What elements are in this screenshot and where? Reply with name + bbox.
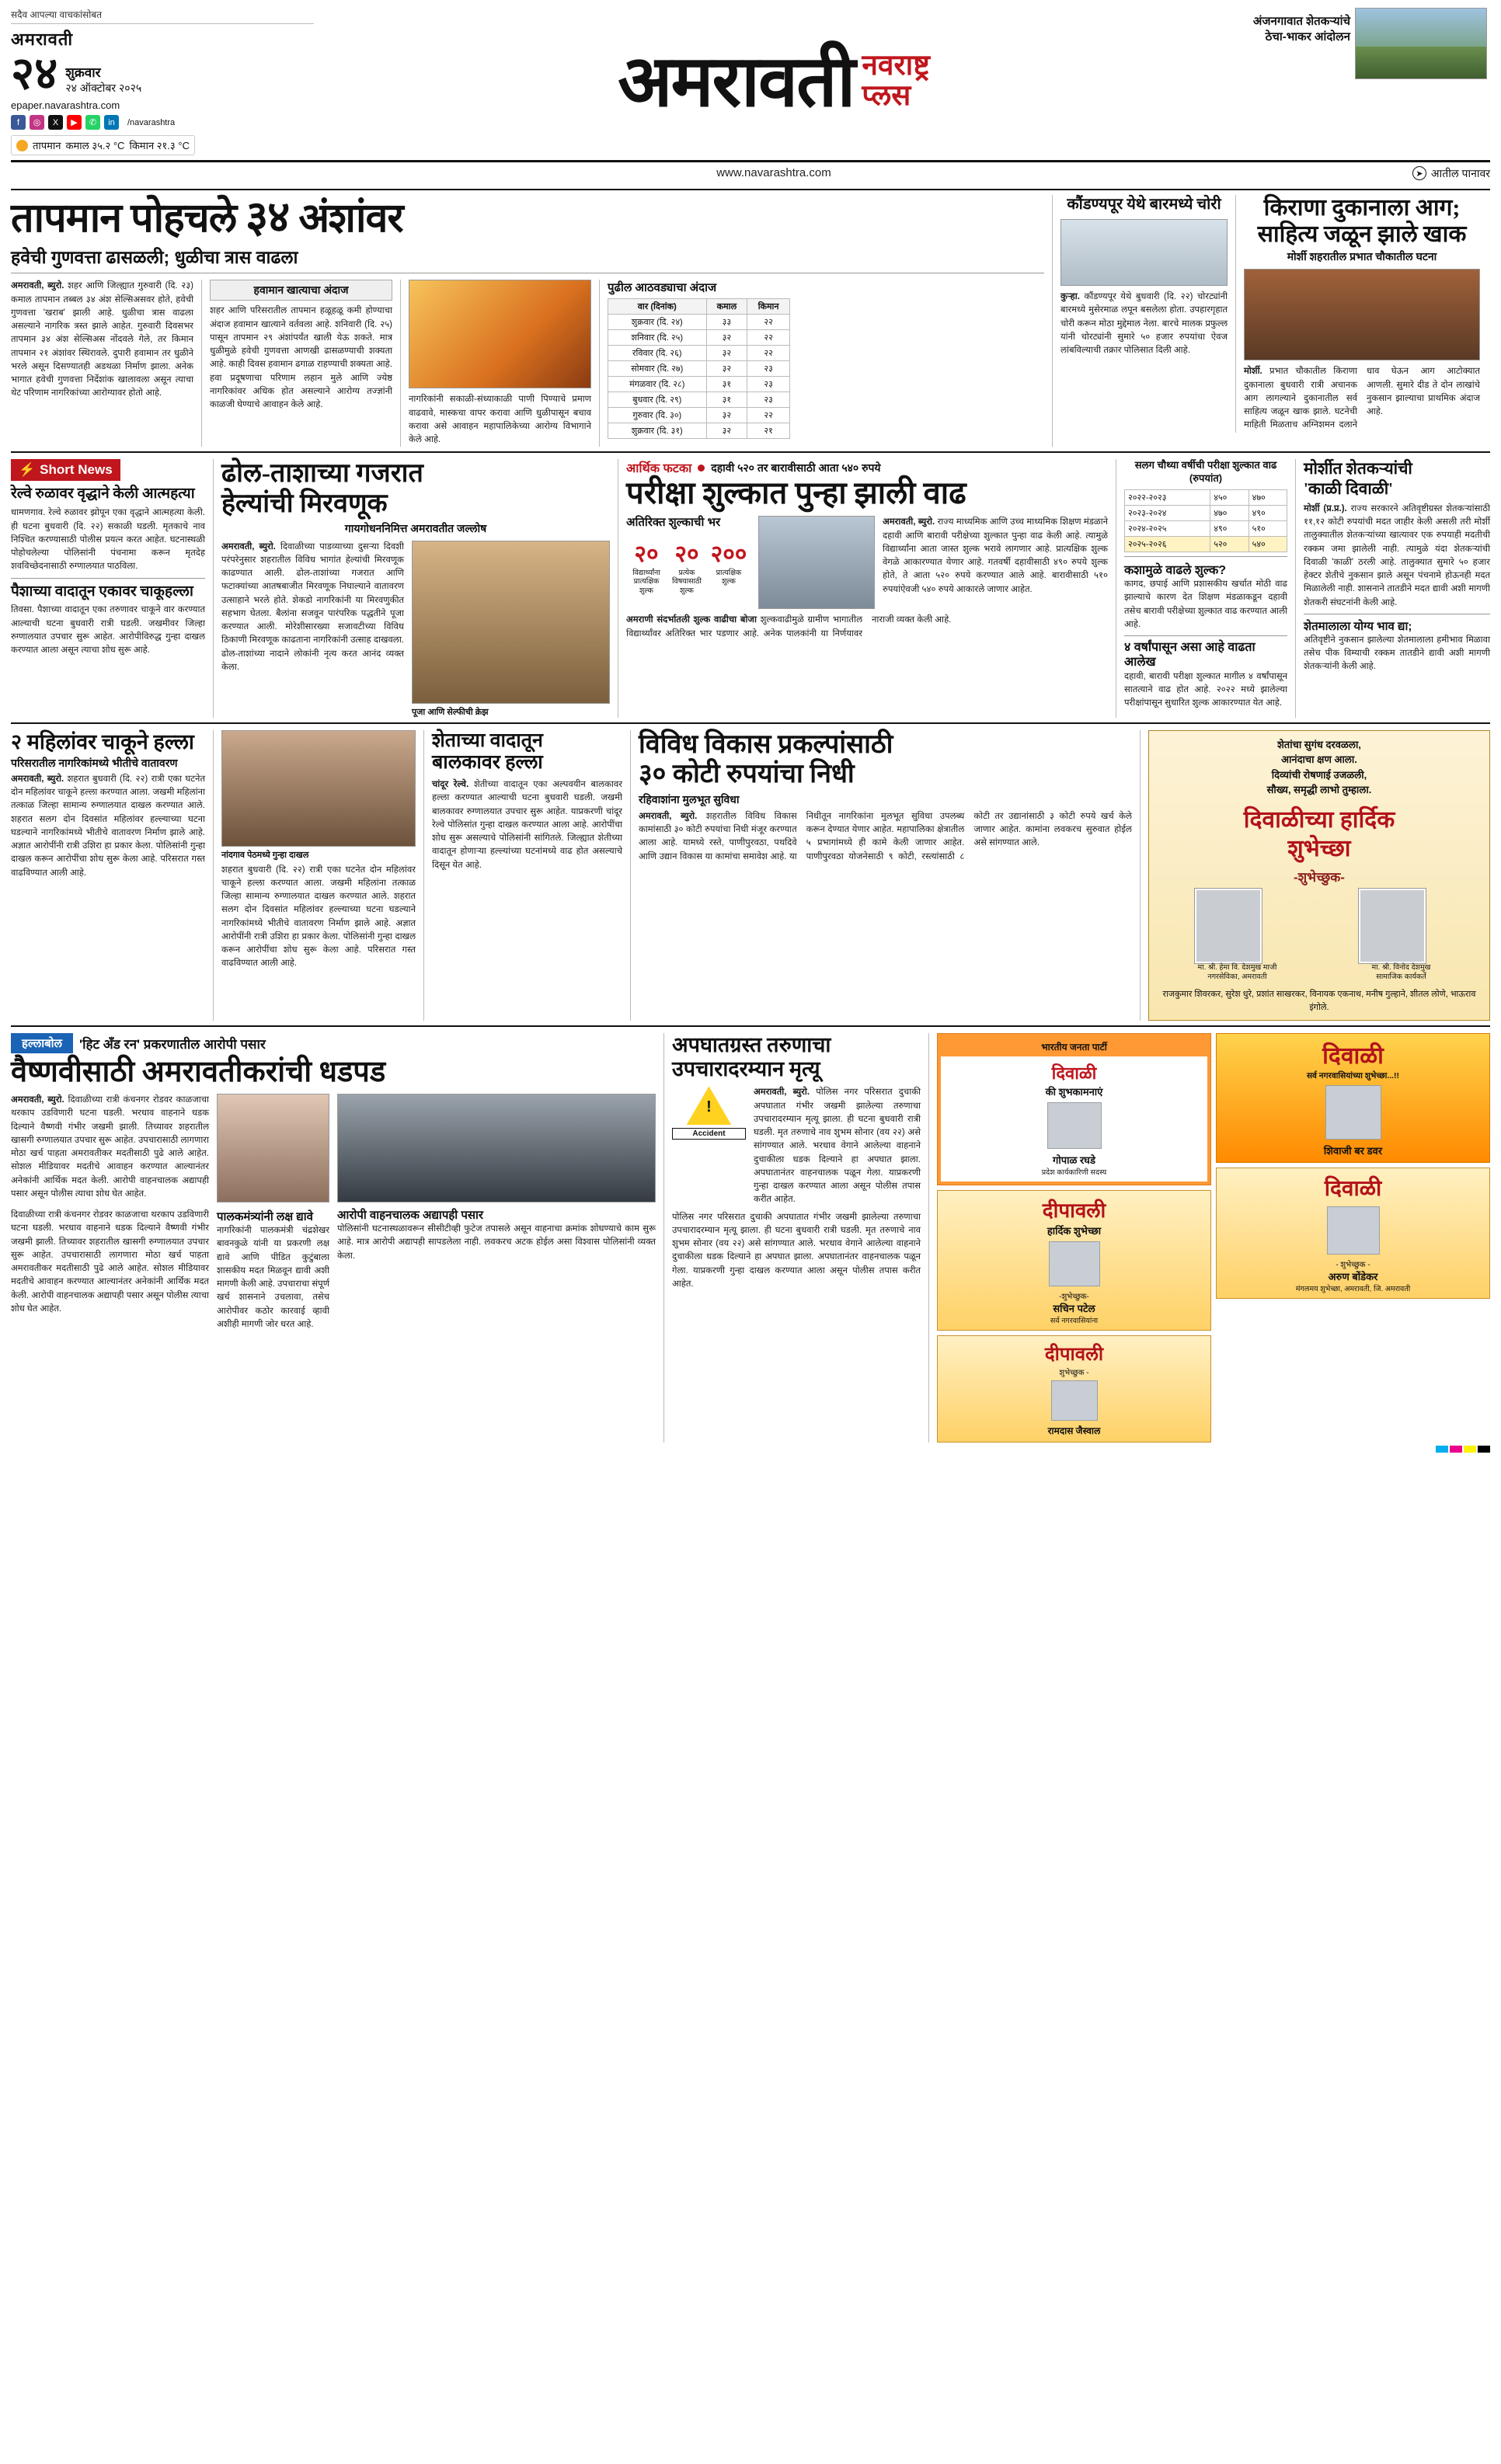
short-news-text-0: धामणगाव. रेल्वे रुळावर झोपून एका वृद्धाने आत्महत्या केली. ही घटना बुधवारी (दि. २२) सकाळी घडली. मृतकाचे नाव निश्चित करण्यासाठी पोलीस प्रयत्न करत आहेत. घटनास्थळी पोहोचलेल्या पोलिसांनी पंचनामा करून मृतदेह शवविच्छेदनासाठी रुग्णालयात पाठविला. — [11, 508, 205, 572]
lead-headline-pre: तापमान पोहचले — [11, 197, 246, 242]
cell: २३ — [747, 377, 790, 392]
temp-min: किमान २१.३ °C — [129, 140, 190, 152]
logo-subtitle — [862, 51, 929, 112]
cell: २१ — [747, 423, 790, 439]
ad1-line1: शेतांचा सुगंध दरवळला, — [1277, 738, 1361, 750]
forecast-th-1: कमाल — [706, 299, 747, 315]
masthead-city: अमरावती — [11, 30, 74, 49]
linkedin-icon[interactable]: in — [104, 115, 119, 130]
fee-photo-wrap — [758, 516, 875, 609]
ad1-big-2: शुभेच्छा — [1287, 835, 1351, 861]
bjp-name: गोपाळ रघडे — [1053, 1154, 1095, 1167]
cell: बुधवार (दि. २९) — [608, 392, 707, 408]
avatar — [1195, 889, 1262, 963]
cell: ३१ — [706, 392, 747, 408]
ad4-role: मंगलमय शुभेच्छा, अमरावती, जि. अमरावती — [1295, 1285, 1411, 1294]
story-kaundanyapur — [1060, 195, 1228, 432]
cell: ४५० — [1210, 490, 1249, 506]
inside-label: आतील पानावर — [1430, 166, 1490, 179]
fee-num-0-value: २० — [634, 541, 659, 567]
fund-body: शहरातील विविध विकास कामांसाठी ३० कोटी रुपयांचा निधी मंजूर करण्यात आला आहे. यामध्ये रस्ते, पाणीपुरवठा, पथदिवे आणि उद्यान विकास या कामांचा समावेश आहे. या निधीतून नागरिकांना मुलभूत सुविधा उपलब्ध करून देण्यात येणार आहेत. महापालिका क्षेत्रातील ५ प्रभागांमध्ये ही कामे केली जाणार आहेत. पाणीपुरवठा योजनेसाठी ९ कोटी, रस्त्यांसाठी ८ कोटी तर उद्यानांसाठी ३ कोटी रुपये खर्च केले जाणार आहेत. कामांना लवकरच सुरुवात होईल असे सांगण्यात आले. — [639, 811, 1132, 861]
cell: ५१० — [1249, 521, 1287, 537]
women-attack-caption: नांदगाव पेठमध्ये गुन्हा दाखल — [221, 850, 309, 860]
short-news-column — [11, 459, 205, 717]
weather-box-title: हवामान खात्याचा अंदाज — [210, 280, 392, 301]
kaundanyapur-body: कौंडण्यपूर येथे बुधवारी (दि. २२) चोरट्यांनी बारमध्ये मुसेरमाळ लपून बसलेला होता. उपहारगृहात चोरी करून मोठा मुद्देमाल नेला. बारचे मालक प्रफुल्ल यांनी चोरट्यांनी सुमारे ५० हजार रुपयांचा ऐवज लांबविल्याची तक्रार पोलिसात दिली आहे. — [1060, 292, 1228, 356]
cell: २३ — [747, 361, 790, 377]
shop-fire-photo — [1244, 269, 1480, 360]
ad5-wish: शुभेच्छुक - — [1059, 1369, 1089, 1378]
cell: ३२ — [706, 408, 747, 423]
fee-kicker2: दहावी ५२० तर बारावीसाठी आता ५४० रुपये — [711, 461, 881, 474]
fee-num-2-label: प्रात्यक्षिक शुल्क — [716, 569, 742, 586]
ad1-line4: सौख्य, समृद्धी लाभो तुम्हाला. — [1266, 784, 1372, 796]
vaishnavi-text — [11, 1094, 209, 1202]
cell: रविवार (दि. २६) — [608, 346, 707, 361]
attack-photo-column — [221, 730, 416, 1021]
ad3-sub: सर्व नगरवासियांच्या शुभेच्छा...!! — [1306, 1071, 1400, 1081]
dhol-text — [221, 541, 404, 718]
ad1-line2: आनंदाचा क्षण आला. — [1281, 753, 1357, 766]
fee-text — [883, 516, 1108, 609]
bjp-ad[interactable] — [937, 1033, 1211, 1185]
masthead-date-row — [11, 48, 314, 99]
ad5-portrait — [1051, 1380, 1098, 1421]
promo-photo — [1355, 8, 1487, 79]
women-attack-extra: शहरात बुधवारी (दि. २२) रात्री एका घटनेत दोन महिलांवर चाकूने हल्ला करण्यात आला. जखमी महिलांना तत्काळ जिल्हा सामान्य रुग्णालयात दाखल करण्यात आले. शहरात सलग दोन दिवसांत महिलांवर हल्ल्याच्या घटना घडल्याने नागरिकांमध्ये भीतीचे वातावरण निर्माण झाले आहे. अज्ञात आरोपींनी रात्री उशिरा हा प्रकार केला. पोलिसांनी गुन्हा दाखल करून आरोपींचा शोध सुरू केला आहे. परिसरात गस्त वाढविण्यात आली आहे. — [221, 865, 416, 969]
fee-side3-title: ४ वर्षांपासून असा आहे वाढता आलेख — [1124, 641, 1255, 670]
hallabol-kicker: 'हिट अँड रन' प्रकरणातील आरोपी पसार — [79, 1036, 266, 1052]
cell: ३१ — [706, 377, 747, 392]
caption-col-2 — [337, 1209, 656, 1331]
cell: २०२२-२०२३ — [1125, 490, 1210, 506]
fund-text — [639, 810, 1132, 864]
fund-sub: रहिवाशांना मुलभूत सुविधा — [639, 792, 740, 806]
hallabol-row — [11, 1033, 656, 1053]
child-attack-title-1: शेताच्या वादातून — [432, 729, 543, 751]
bjp-role: प्रदेश कार्यकारिणी सदस्य — [1041, 1168, 1107, 1178]
fund-title-1: विविध विकास प्रकल्पांसाठी — [639, 729, 893, 759]
cell: ३२ — [706, 361, 747, 377]
logo-sub-line1: नवराष्ट्र — [862, 50, 930, 82]
cell: २२ — [747, 330, 790, 346]
diwali-ad-5[interactable] — [937, 1335, 1211, 1443]
lead-headline — [11, 195, 1044, 241]
kaundanyapur-dateline: कुऱ्हा. — [1060, 292, 1080, 302]
fee-body: राज्य माध्यमिक आणि उच्च माध्यमिक शिक्षण मंडळाने दहावी आणि बारावी परीक्षेच्या शुल्कात पुन्हा वाढ केली आहे. त्यामुळे विद्यार्थ्यांना आता जास्त शुल्क भरावे लागणार आहे. प्रात्यक्षिक शुल्क वेगळे आकारण्यात येणार आहे. गतवर्षी दहावीसाठी ४९० रुपये शुल्क होते, ते आता ५२० रुपये करण्यात आले आहे. बारावीसाठी ५१० रुपयांऐवजी ५४० रुपये आकारले जाणार आहेत. — [883, 517, 1108, 594]
vaishnavi-body-continued: दिवाळीच्या रात्री कंचनगर रोडवर काळजाचा थरकाप उडविणारी घटना घडली. भरधाव वाहनाने धडक दिल्याने वैष्णवी गंभीर जखमी झाली. तिच्यावर शहरातील खासगी रुग्णालयात उपचार सुरू आहेत. उपचारासाठी लागणारा मोठा खर्च पाहता अमरावतीकर मदतीसाठी पुढे आले आहेत. सोशल मीडियावर मदतीचे आवाहन करण्यात आल्यानंतर अनेकांनी आर्थिक मदत केली. आरोपी वाहनचालक अद्यापही पसार असून पोलीस त्याचा शोध घेत आहेत. — [11, 1210, 209, 1314]
youtube-icon[interactable]: ▶ — [67, 115, 82, 130]
ad2-sub: हार्दिक शुभेच्छा — [1047, 1225, 1102, 1237]
accident-text — [754, 1086, 921, 1206]
lead-col-1 — [11, 280, 193, 447]
lead-headline-post: अंशांवर — [289, 197, 403, 242]
cell: २२ — [747, 346, 790, 361]
table-row — [608, 377, 790, 392]
fee-side3-text: दहावी, बारावी परीक्षा शुल्कात मागील ४ वर्षांपासून सातत्याने वाढ होत आहे. २०२२ मध्ये झालेल्या परीक्षांपासून सुधारित शुल्क आकारण्यात येत आहे. — [1124, 671, 1287, 708]
story-exam-fee — [626, 459, 1108, 717]
avatar — [1359, 889, 1426, 963]
forecast-title: पुढील आठवड्याचा अंदाज — [608, 281, 717, 295]
facebook-icon[interactable]: f — [11, 115, 26, 130]
masthead-logo — [320, 8, 1228, 155]
bottom-band — [11, 1033, 1490, 1443]
instagram-icon[interactable]: ◎ — [30, 115, 44, 130]
ad4-wish: - शुभेच्छुक - — [1336, 1261, 1370, 1270]
table-row — [608, 423, 790, 439]
ad-stack — [937, 1033, 1490, 1443]
website-url[interactable]: www.navarashtra.com — [716, 166, 831, 180]
vaishnavi-portrait — [217, 1094, 329, 1202]
lead-col1-body: शहर आणि जिल्ह्यात गुरुवारी (दि. २३) कमाल तापमान तब्बल ३४ अंश सेल्सिअसवर होते, हवेची गुणवत्ता 'खराब' झाली आहे. धुळीचा त्रास वाढला असल्याने नागरिक त्रस्त झाले आहेत. गुरुवारी दिवसभर तापमान ३४ अंश सेल्सिअस नोंदवले गेले, तर किमान तापमान २१ अंशांवर स्थिरावले. दुपारी हवामान तर धुळीने भरले असून दिसण्यातही अडथळा निर्माण झाला. अनेक भागात हवेची गुणवत्ता निर्देशांक खालावला असून त्याचा थेट परिणाम नागरिकांच्या आरोग्यावर होतो आहे. — [11, 281, 194, 398]
story-accident-death — [672, 1033, 921, 1443]
women-attack-dateline: अमरावती, ब्युरो. — [11, 774, 64, 784]
masthead-full-date: २४ ऑक्टोबर २०२५ — [65, 81, 142, 94]
table-row — [1125, 521, 1287, 537]
ad1-footer: राजकुमार शिवरकर, सुरेश धुरे, प्रशांत साखरकर, विनायक एकनाथ, मनीष गुल्हाने, शीतल लोणे, भाऊराव इंगोले. — [1162, 990, 1476, 1012]
short-news-title-0: रेल्वे रुळावर वृद्धाने केली आत्महत्या — [11, 485, 195, 503]
masthead-date-meta — [65, 64, 141, 95]
morshi-title-2: 'काळी दिवाळी' — [1304, 479, 1393, 498]
ad1-wish: -शुभेच्छुक- — [1294, 869, 1345, 885]
kaundanyapur-text — [1060, 291, 1228, 357]
lead-col3-extra: नागरिकांनी सकाळी-संध्याकाळी पाणी पिण्याचे प्रमाण वाढवावे, मास्कचा वापर करावा आणि धुळीपासून बचाव करावा असे आवाहन महापालिकेच्या आरोग्य विभागाने केले आहे. — [409, 395, 591, 445]
cell: २२ — [747, 408, 790, 423]
cyan-mark — [1436, 1446, 1448, 1453]
temp-label: तापमान — [33, 140, 61, 152]
ad4-name: अरुण बोंडेकर — [1328, 1271, 1378, 1283]
morshi-side-title: शेतमालाला योग्य भाव द्या; — [1304, 619, 1412, 633]
dhol-dateline: अमरावती, ब्युरो. — [221, 541, 276, 552]
social-links[interactable] — [11, 115, 314, 130]
third-band — [11, 730, 1490, 1021]
fee-num-2-value: २०० — [710, 541, 747, 567]
fee-text2 — [626, 614, 1108, 641]
ad2-big: दीपावली — [1042, 1199, 1106, 1223]
diwali-ad-greeting[interactable] — [1148, 730, 1490, 1021]
accident-sign-label: Accident — [672, 1128, 746, 1140]
table-row — [608, 330, 790, 346]
fee-side-column — [1124, 459, 1287, 717]
vaishnavi-title: वैष्णवीसाठी अमरावतीकरांची धडपड — [11, 1056, 386, 1089]
fee-side-title: सलग चौथ्या वर्षीची परीक्षा शुल्कात वाढ (रुपयांत) — [1134, 459, 1277, 485]
ad1-big-1: दिवाळीच्या हार्दिक — [1243, 806, 1395, 833]
accident-title-1: अपघातग्रस्त तरुणाचा — [672, 1033, 831, 1057]
caption-col-1 — [217, 1209, 329, 1331]
cell: गुरुवार (दि. ३०) — [608, 408, 707, 423]
right-rail — [1060, 195, 1480, 447]
kaundanyapur-title: कौंडण्यपूर येथे बारमध्ये चोरी — [1067, 196, 1221, 214]
accident-title-2: उपचारादरम्यान मृत्यू — [672, 1057, 820, 1081]
morshi-body: राज्य सरकारने अतिवृष्टीग्रस्त शेतकऱ्यांसाठी ११,१२ कोटी रुपयांची मदत जाहीर केली असली तरी मोर्शी तालुक्यातील शेतकऱ्यांच्या खात्यावर एक रुपयाही मदतीची रक्कम जमा झालेली नाही. त्यामुळे यंदा शेतकऱ्यांची दिवाळी 'काळी' ठरली आहे. तालुक्यात सुमारे ५० हजार हेक्टर शेतीचे नुकसान झाले असून पंचनामे होऊनही मदत मिळालेली नाही. शासनाने तातडीने मदत द्यावी अशी मागणी शेतकरी संघटनांनी केली आहे. — [1304, 503, 1490, 607]
kaundanyapur-illustration — [1060, 219, 1228, 286]
shop-fire-body: प्रभात चौकातील किराणा दुकानाला बुधवारी रात्री अचानक आग लागल्याने दुकानातील सर्व साहित्य जळून खाक झाले. घटनेची माहिती मिळताच अग्निशमन दलाने धाव घेऊन आग आटोक्यात आणली. सुमारे दीड ते दोन लाखांचे नुकसान झाल्याचा प्राथमिक अंदाज आहे. — [1244, 367, 1480, 430]
story-women-attack — [11, 730, 205, 1021]
shop-fire-sub: मोर्शी शहरातील प्रभात चौकातील घटना — [1287, 250, 1437, 263]
cell: ३३ — [706, 315, 747, 330]
accident-text-continued: पोलिस नगर परिसरात दुचाकी अपघातात गंभीर जखमी झालेल्या तरुणाचा उपचारादरम्यान मृत्यू झाला. ही घटना बुधवारी रात्री घडली. मृत तरुणाचे नाव शुभम सोनार (वय २२) असे सांगण्यात आले. भरधाव वेगाने आलेल्या वाहनाने दुचाकीला धडक दिल्याने हा अपघात झाला. अपघातानंतर वाहनचालक पळून गेला. याप्रकरणी गुन्हा दाखल करण्यात आला असून पोलीस तपास करीत आहेत. — [672, 1212, 921, 1289]
masthead-epaper-url[interactable]: epaper.navarashtra.com — [11, 99, 120, 112]
accident-scene-photo — [337, 1094, 656, 1202]
cell: शुक्रवार (दि. २४) — [608, 315, 707, 330]
table-row — [1125, 537, 1287, 552]
short-news-label: Short News — [40, 462, 113, 478]
masthead-tagline: सदैव आपल्या वाचकांसोबत — [11, 8, 314, 24]
diwali-ad-3[interactable] — [1216, 1033, 1490, 1163]
accident-sign-wrap — [672, 1086, 746, 1206]
ad3-big: दिवाळी — [1322, 1043, 1384, 1070]
fee-kicker: आर्थिक फटका — [626, 462, 692, 476]
ad5-big: दीपावली — [1044, 1344, 1104, 1366]
morshi-title-1: मोर्शीत शेतकऱ्यांची — [1304, 459, 1412, 479]
black-mark — [1478, 1446, 1490, 1453]
women-attack-text — [11, 773, 205, 880]
lead-story — [11, 195, 1044, 447]
shop-fire-text — [1244, 365, 1480, 432]
warning-triangle-icon — [687, 1086, 732, 1125]
logo-title: अमरावती — [618, 42, 855, 122]
table-row — [1125, 490, 1287, 506]
women-attack-sub: परिसरातील नागरिकांमध्ये भीतीचे वातावरण — [11, 756, 178, 769]
bjp-greet-2: की शुभकामनाएं — [1045, 1086, 1103, 1098]
story-morshi — [1304, 459, 1490, 717]
table-row — [1125, 506, 1287, 521]
vaishnavi-c1-text: नागरिकांनी पालकमंत्री चंद्रशेखर बावनकुळे यांनी या प्रकरणी लक्ष द्यावे आणि पीडित कुटुंबाला शासकीय मदत मिळवून द्यावी अशी मागणी केली आहे. उपचाराचा संपूर्ण खर्च शासनाने उचलावा, तसेच आरोपीवर कठोर कारवाई व्हावी अशीही मागणी जोर धरत आहे. — [217, 1226, 330, 1329]
dhol-photo-wrap — [412, 541, 610, 718]
ad2-role: सर्व नगरवासियांना — [1050, 1317, 1099, 1326]
cell: २०२४-२०२५ — [1125, 521, 1210, 537]
dhol-caption: पूजा आणि सेल्फीची क्रेझ — [412, 707, 489, 717]
table-row — [608, 315, 790, 330]
temperature-widget — [11, 135, 195, 155]
top-grid — [11, 195, 1490, 447]
fee-num-1 — [669, 537, 705, 595]
vaishnavi-c2-text: पोलिसांनी घटनास्थळावरून सीसीटीव्ही फुटेज तपासले असून वाहनाचा क्रमांक शोधण्याचे काम सुरू आहे. मात्र आरोपी अद्यापही सापडलेला नाही. लवकरच अटक होईल असा विश्वास पोलिसांनी व्यक्त केला. — [337, 1224, 656, 1261]
masthead-day-number: २४ — [11, 48, 58, 99]
dhol-title-2: हेल्यांची मिरवणूक — [221, 489, 388, 518]
short-news-text-1: तिवसा. पैशाच्या वादातून एका तरुणावर चाकूने वार करण्यात आल्याची घटना बुधवारी रात्री घडली. जखमीवर जिल्हा रुग्णालयात उपचार सुरू आहेत. आरोपीविरुद्ध गुन्हा दाखल करण्यात आला असून त्याचा शोध सुरू आहे. — [11, 605, 205, 656]
morshi-side-text: अतिवृष्टीने नुकसान झालेल्या शेतमालाला हमीभाव मिळावा तसेच पीक विम्याची रक्कम तातडीने द्यावी अशी मागणी शेतकऱ्यांनी केली आहे. — [1304, 635, 1490, 672]
table-row — [608, 346, 790, 361]
table-row — [608, 408, 790, 423]
cell: शनिवार (दि. २५) — [608, 330, 707, 346]
bjp-party-name: भारतीय जनता पार्टी — [941, 1037, 1207, 1056]
ad2-wish: -शुभेच्छुक- — [1059, 1293, 1089, 1302]
shop-fire-title-2: साहित्य जळून झाले खाक — [1257, 221, 1467, 247]
child-attack-body: शेतीच्या वादातून एका अल्पवयीन बालकावर हल्ला करण्यात आल्याची घटना बुधवारी घडली. जखमी बालकावर रुग्णालयात उपचार सुरू आहेत. याप्रकरणी चांदूर रेल्वे पोलिसांत गुन्हा दाखल करण्यात आला आहे. आरोपींचा शोध सुरू असल्याचे पोलिसांनी सांगितले. जिल्ह्यात शेतीच्या वादातून होणाऱ्या हल्ल्यांच्या घटनांमध्ये वाढ होत असल्याचे दिसून येत आहे. — [432, 780, 622, 870]
ad1-name-left: मा. श्री. हेमा वि. देशमुख माजी नगरसेविका, अमरावती — [1197, 962, 1277, 981]
cell: ३२ — [706, 423, 747, 439]
accident-body: पोलिस नगर परिसरात दुचाकी अपघातात गंभीर जखमी झालेल्या तरुणाचा उपचारादरम्यान मृत्यू झाला. ही घटना बुधवारी रात्री घडली. मृत तरुणाचे नाव शुभम सोनार (वय २२) असे सांगण्यात आले. भरधाव वेगाने आलेल्या वाहनाने दुचाकीला धडक दिल्याने हा अपघात झाला. अपघातानंतर वाहनचालक पळून गेला. याप्रकरणी गुन्हा दाखल करण्यात आला असून पोलीस तपास करीत आहेत. — [754, 1088, 921, 1205]
ad1-lines — [1149, 731, 1489, 798]
diwali-ad-2[interactable] — [937, 1190, 1211, 1331]
table-row — [608, 392, 790, 408]
cell: ५२० — [1210, 537, 1249, 552]
ad1-name-right: मा. श्री. विनोद देशमुख सामाजिक कार्यकर्ते — [1371, 962, 1431, 981]
women-attack-body: शहरात बुधवारी (दि. २२) रात्री एका घटनेत दोन महिलांवर चाकूने हल्ला करण्यात आला. जखमी महिलांना तत्काळ जिल्हा सामान्य रुग्णालयात दाखल करण्यात आले. शहरात सलग दोन दिवसांत महिलांवर हल्ल्याच्या घटना घडल्याने नागरिकांमध्ये भीतीचे वातावरण निर्माण झाले आहे. अज्ञात आरोपींनी रात्री उशिरा हा प्रकार केला. पोलिसांनी गुन्हा दाखल करून आरोपींचा शोध सुरू केला आहे. परिसरात गस्त वाढविण्यात आली आहे. — [11, 774, 205, 878]
vaishnavi-body: दिवाळीच्या रात्री कंचनगर रोडवर काळजाचा थरकाप उडविणारी घटना घडली. भरधाव वाहनाने धडक दिल्याने वैष्णवी गंभीर जखमी झाली. तिच्यावर शहरातील खासगी रुग्णालयात उपचार सुरू आहेत. उपचारासाठी लागणारा मोठा खर्च पाहता अमरावतीकर मदतीसाठी पुढे आले आहेत. सोशल मीडियावर मदतीचे आवाहन करण्यात आल्यानंतर अनेकांनी आर्थिक मदत केली. आरोपी वाहनचालक अद्यापही पसार असून पोलीस त्याचा शोध घेत आहेत. — [11, 1095, 210, 1199]
lead-col-4 — [608, 280, 790, 447]
ad4-portrait — [1327, 1206, 1380, 1255]
child-attack-title-2: बालकावर हल्ला — [432, 752, 543, 774]
fee-badges — [626, 516, 750, 609]
ad2-name: सचिन पटेल — [1053, 1303, 1095, 1315]
shop-fire-title-1: किराणा दुकानाला आग; — [1263, 195, 1461, 221]
ad1-line3: दिव्यांची रोषणाई उजळली, — [1271, 768, 1367, 781]
forecast-header-row — [608, 299, 790, 315]
vaishnavi-caption-2: आरोपी वाहनचालक अद्यापही पसार — [337, 1209, 484, 1223]
cell: ४७० — [1249, 490, 1287, 506]
story-dhol-tasha — [221, 459, 610, 717]
masthead-divider — [11, 189, 1490, 190]
bjp-greet-1: दिवाळी — [1051, 1063, 1097, 1084]
lead-headline-number: ३४ — [246, 193, 290, 242]
short-news-title-1: पैशाच्या वादातून एकावर चाकूहल्ला — [11, 583, 193, 600]
twitter-x-icon[interactable]: X — [48, 115, 63, 130]
cell: २३ — [747, 392, 790, 408]
cell: मंगळवार (दि. २८) — [608, 377, 707, 392]
shop-fire-dateline: मोर्शी. — [1244, 367, 1262, 377]
site-bar — [11, 162, 1490, 184]
dhol-photo — [412, 541, 610, 704]
fee-badge-label: अतिरिक्त शुल्काची भर — [626, 516, 721, 530]
accident-dateline: अमरावती, ब्युरो. — [754, 1088, 810, 1098]
fee-sub2: अमराणी संदर्भातली शुल्क वाढीचा बोजा — [626, 615, 757, 625]
story-vaishnavi — [11, 1033, 656, 1443]
fee-num-1-value: २० — [674, 541, 699, 567]
masthead-promo[interactable] — [1234, 8, 1490, 155]
morshi-text — [1304, 503, 1490, 610]
table-row — [608, 361, 790, 377]
mid-grid — [11, 459, 1490, 717]
cell: २०२३-२०२४ — [1125, 506, 1210, 521]
lightning-icon: ⚡ — [19, 462, 36, 478]
story-child-attack — [432, 730, 622, 1021]
cell: ४७० — [1210, 506, 1249, 521]
story-shop-fire — [1244, 195, 1480, 432]
sun-icon — [16, 140, 28, 151]
masthead — [11, 8, 1490, 162]
ad3-portrait — [1325, 1085, 1381, 1140]
yellow-mark — [1464, 1446, 1476, 1453]
lead-subheadline: हवेची गुणवत्ता ढासळली; धुळीचा त्रास वाढला — [11, 247, 298, 268]
whatsapp-icon[interactable]: ✆ — [85, 115, 100, 130]
hallabol-badge: हल्लाबोल — [11, 1033, 73, 1053]
bullet-icon — [698, 465, 705, 472]
fee-num-0-label: विद्यार्थ्यांना प्रात्यक्षिक शुल्क — [632, 569, 660, 595]
forecast-th-0: वार (दिनांक) — [608, 299, 707, 315]
dhol-body: दिवाळीच्या पाडव्याच्या दुसऱ्या दिवशी परंपरेनुसार शहरातील विविध भागांत हेल्यांची मिरवणूक काढण्यात आली. ढोल-ताशांच्या गजरात आणि फटाक्यांच्या आतषबाजीत मिरवणूक निघाल्याने वातावरण उत्साहाने भरले होते. शेकडो नागरिकांनी या मिरवणुकीत सहभाग घेतला. बैलांना सजवून पारंपरिक पद्धतीने पूजा करण्यात आली. मोरेशीसारख्या सजावटीच्या विविध ठिकाणी मिरवणूक काढताना नागरिकांनी उत्साह दाखवला. ढोल-ताशांच्या नादाने लोकांनी नृत्य करत आनंद व्यक्त केला. — [221, 541, 404, 672]
ad3-name: शिवाजी बर डवर — [1323, 1145, 1383, 1157]
vaishnavi-dateline: अमरावती, ब्युरो. — [11, 1095, 64, 1105]
lead-col1-text — [11, 280, 193, 400]
child-attack-text — [432, 778, 622, 872]
inside-pages-pointer[interactable] — [1234, 166, 1490, 181]
lead-col2-body: शहर आणि परिसरातील तापमान हळूहळू कमी होण्याचा अंदाज हवामान खात्याने वर्तवला आहे. शनिवारी (दि. २५) पासून तापमान २९ अंशांपर्यंत खाली येऊ शकते. मात्र धुळीमुळे हवेची गुणवत्ता आणखी ढासळण्याची शक्यता आहे. काही दिवस हवामान ढगाळ राहण्याची शक्यता आहे. हवा प्रदूषणाचा परिणाम लहान मुले आणि ज्येष्ठ नागरिकांवर अधिक होत असल्याने आरोग्य तज्ज्ञांनी काळजी घेण्याचे आवाहन केले आहे. — [210, 306, 392, 410]
masthead-weekday: शुक्रवार — [65, 65, 101, 81]
logo-sub-line2: प्लस — [862, 80, 911, 113]
vaishnavi-caption-1: पालकमंत्र्यांनी लक्ष द्यावे — [217, 1210, 313, 1224]
fee-num-2 — [709, 537, 748, 595]
child-attack-dateline: चांदूर रेल्वे. — [432, 780, 469, 790]
cell: ३२ — [706, 346, 747, 361]
bjp-portrait — [1047, 1102, 1102, 1149]
forecast-th-2: किमान — [747, 299, 790, 315]
fee-num-0 — [629, 537, 664, 595]
magenta-mark — [1450, 1446, 1462, 1453]
lead-dateline: अमरावती, ब्युरो. — [11, 281, 64, 291]
cell: २०२५-२०२६ — [1125, 537, 1210, 552]
thermometer-photo — [409, 280, 591, 388]
fee-side2-text: कागद, छपाई आणि प्रशासकीय खर्चात मोठी वाढ झाल्याचे कारण देत शिक्षण मंडळाकडून दहावी तसेच बारावी परीक्षेच्या शुल्कात वाढ करण्यात आली आहे. — [1124, 579, 1287, 629]
cell: ४९० — [1210, 521, 1249, 537]
fund-title-2: ३० कोटी रुपयांचा निधी — [639, 759, 855, 788]
lead-col-2 — [210, 280, 392, 447]
dhol-sub: गायगोधननिमित्त अमरावतीत जल्लोष — [344, 521, 487, 534]
women-attack-photo — [221, 730, 416, 847]
masthead-left — [11, 8, 314, 155]
cell: शुक्रवार (दि. ३१) — [608, 423, 707, 439]
cell: ४९० — [1249, 506, 1287, 521]
fee-num-1-label: प्रत्येक विषयासाठी शुल्क — [671, 569, 702, 595]
ad1-avatars — [1149, 886, 1489, 986]
arrow-right-icon: ➤ — [1412, 166, 1426, 180]
fee-title: परीक्षा शुल्कात पुन्हा झाली वाढ — [626, 475, 966, 511]
dhol-title-1: ढोल-ताशाच्या गजरात — [221, 459, 423, 489]
forecast-table — [608, 298, 790, 439]
fund-dateline: अमरावती, ब्युरो. — [639, 811, 698, 821]
cmyk-registration-marks — [11, 1443, 1490, 1453]
women-attack-title: २ महिलांवर चाकूने हल्ला — [11, 729, 194, 753]
exam-photo — [758, 516, 875, 609]
temp-max: कमाल ३५.२ °C — [65, 140, 125, 152]
ad5-name: रामदास जैस्वाल — [1047, 1425, 1101, 1437]
fee-side-table — [1124, 489, 1287, 552]
cell: ५४० — [1249, 537, 1287, 552]
fee-side2-title: कशामुळे वाढले शुल्क? — [1124, 564, 1227, 578]
lead-col-3 — [409, 280, 591, 447]
cell: २२ — [747, 315, 790, 330]
social-handle[interactable]: /navarashtra — [127, 117, 176, 127]
cell: ३२ — [706, 330, 747, 346]
ad4-big: दिवाळी — [1324, 1176, 1382, 1201]
diwali-ad-4[interactable] — [1216, 1168, 1490, 1299]
vaishnavi-scene-wrap — [337, 1094, 656, 1202]
story-dev-fund — [639, 730, 1132, 1021]
short-news-badge — [11, 459, 120, 481]
promo-text: अंजनगावात शेतकऱ्यांचे ठेचा-भाकर आंदोलन — [1252, 15, 1350, 44]
fee-dateline: अमरावती, ब्युरो. — [883, 517, 935, 527]
cell: सोमवार (दि. २७) — [608, 361, 707, 377]
morshi-dateline: मोर्शी (प्र.प्र.). — [1304, 503, 1347, 513]
vaishnavi-portrait-wrap — [217, 1094, 329, 1202]
lead-columns — [11, 280, 1044, 447]
fee-body2: शुल्कवाढीमुळे ग्रामीण भागातील विद्यार्थ्यांवर अतिरिक्त भार पडणार आहे. अनेक पालकांनी या निर्णयावर नाराजी व्यक्त केली आहे. — [626, 615, 952, 639]
ad2-portrait — [1049, 1241, 1100, 1286]
